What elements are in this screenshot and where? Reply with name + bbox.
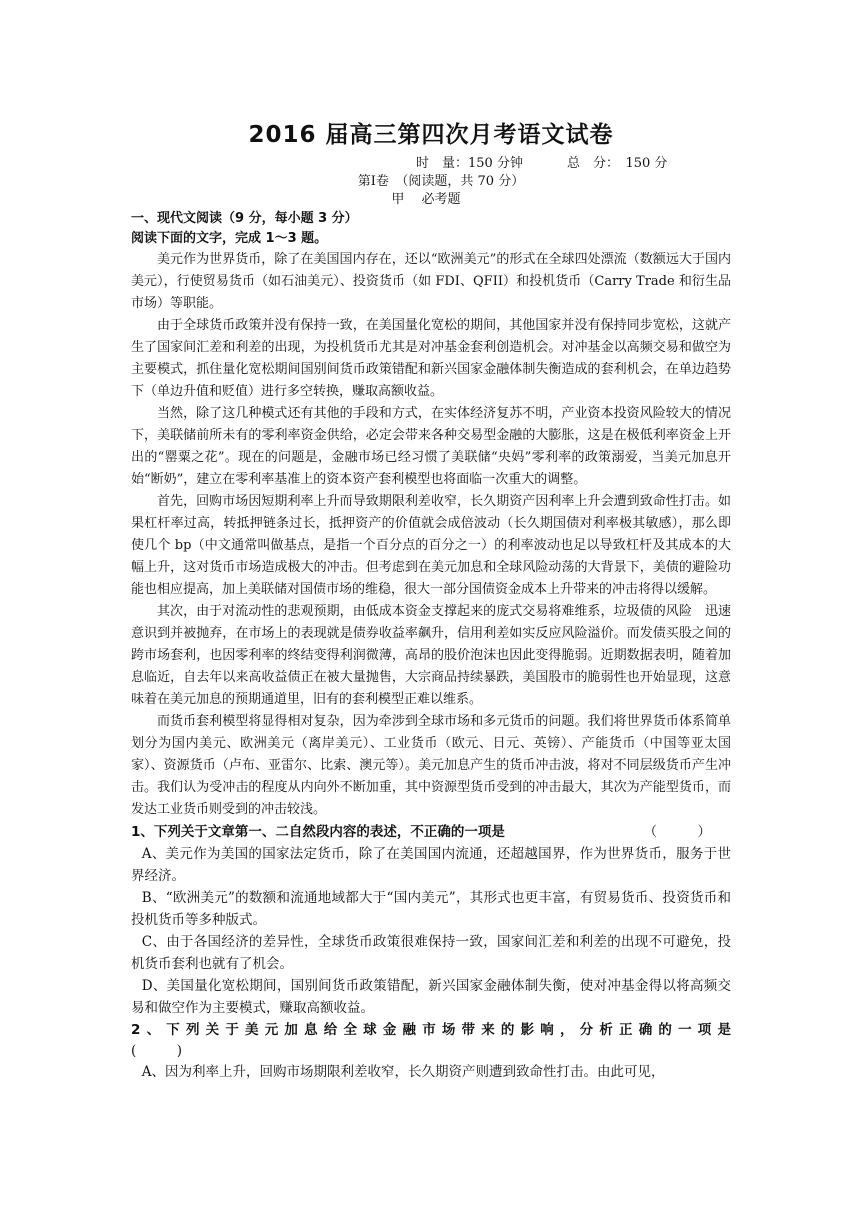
exam-page — [131, 116, 731, 1083]
question-1-option-a: A、美元作为美国的国家法定货币，除了在美国国内流通，还超越国界，作为世界货币，服务于世界经济。 — [131, 846, 731, 884]
section-a-heading: 甲 必考题 — [391, 192, 461, 207]
question-2-answer-blank: ( ) — [131, 1043, 183, 1059]
question-1-option-d: D、美国量化宽松期间，国别间货币政策错配，新兴国家金融体制失衡，使对冲基金得以将高频交易和做空作为主要模式，赚取高额收益。 — [131, 978, 731, 1016]
article-paragraph-4: 首先，回购市场因短期利率上升而导致期限利差收窄，长久期资产因利率上升会遭到致命性打击。如果杠杆率过高，转抵押链条过长，抵押资产的价值就会成倍波动（长久期国债对利率极其敏感），那么即使几个 bp（中文通常叫做基点，是指一个百分点的百分之一）的利率波动也足以导致杠杆及其成本的大幅上升，这对货币市场造成极大的冲击。但考虑到在美元加息和全球风险动荡的大背景下，美债的避险功能也相应提高，加上美联储对国债市场的维稳，很大一部分国债资金成本上升带来的冲击将得以缓解。 — [131, 494, 731, 597]
question-1-text: 1、下列关于文章第一、二自然段内容的表述，不正确的一项是 — [131, 824, 505, 840]
question-2-stem: 2、下列关于美元加息给全球金融市场带来的影响，分析正确的一项是 — [131, 1022, 731, 1038]
exam-meta-time — [131, 155, 731, 173]
section-1-heading: 一、现代文阅读（9 分，每小题 3 分） — [131, 211, 358, 226]
question-1-stem — [131, 821, 731, 843]
question-1-answer-blank: （ ） — [643, 824, 711, 840]
question-1-option-b: B、“欧洲美元”的数额和流通地域都大于“国内美元”，其形式也更丰富，有贸易货币、投资货币和投机货币等多种版式。 — [131, 890, 731, 928]
article-paragraph-5: 其次，由于对流动性的悲观预期，由低成本资金支撑起来的庞式交易将难维系，垃圾债的风险 迅速意识到并被抛弃，在市场上的表现就是债券收益率飙升，信用利差如实反应风险溢价。而发债买股之间的跨市场套利，也因零利率的终结变得利润微薄，高昂的股价泡沫也因此变得脆弱。近期数据表明，随着加息临近，自去年以来高收益债正在被大量抛售，大宗商品持续暴跌，美国股市的脆弱性也开始显现，这意味着在美元加息的预期通道里，旧有的套利模型正难以维系。 — [131, 604, 731, 707]
article-paragraph-1: 美元作为世界货币，除了在美国国内存在，还以“欧洲美元”的形式在全球四处漂流（数额远大于国内美元），行使贸易货币（如石油美元）、投资货币（如 FDI、QFII）和投机货币（Carry Trade 和衍生品市场）等职能。 — [131, 252, 731, 311]
exam-title: 2016 届高三第四次月考语文试卷 — [248, 122, 614, 148]
article-paragraph-2: 由于全球货币政策并没有保持一致，在美国量化宽松的期间，其他国家并没有保持同步宽松，这就产生了国家间汇差和利差的出现，为投机货币尤其是对冲基金套利创造机会。对冲基金以高频交易和做空为主要模式，抓住量化宽松期间国别间货币政策错配和新兴国家金融体制失衡造成的套利机会，在单边趋势下（单边升值和贬值）进行多空转换，赚取高额收益。 — [131, 318, 731, 399]
question-1-option-c: C、由于各国经济的差异性，全球货币政策很难保持一致，国家间汇差和利差的出现不可避免，投机货币套利也就有了机会。 — [131, 934, 731, 972]
article-paragraph-6: 而货币套利模型将显得相对复杂，因为牵涉到全球市场和多元货币的问题。我们将世界货币体系简单划分为国内美元、欧洲美元（离岸美元）、工业货币（欧元、日元、英镑）、产能货币（中国等亚太国家）、资源货币（卢布、亚雷尔、比索、澳元等）。美元加息产生的货币冲击波，将对不同层级货币产生冲击。我们认为受冲击的程度从内向外不断加重，其中资源型货币受到的冲击最大，其次为产能型货币，而发达工业货币则受到的冲击较浅。 — [131, 714, 731, 817]
article-paragraph-3: 当然，除了这几种模式还有其他的手段和方式，在实体经济复苏不明，产业资本投资风险较大的情况下，美联储前所未有的零利率资金供给，必定会带来各种交易型金融的大膨胀，这是在极低利率资金上开出的“罂粟之花”。现在的问题是，金融市场已经习惯了美联储“央妈”零利率的政策溺爱，当美元加息开始“断奶”，建立在零利率基准上的资本资产套利模型也将面临一次重大的调整。 — [131, 406, 731, 487]
question-2-option-a: A、因为利率上升，回购市场期限利差收窄，长久期资产则遭到致命性打击。由此可见， — [141, 1064, 665, 1080]
total-score: 总 分： 150 分 — [566, 156, 668, 171]
part-heading: 第Ⅰ卷 （阅读题，共 70 分） — [357, 174, 525, 189]
time-limit: 时 量：150 分钟 — [416, 156, 523, 171]
reading-instruction: 阅读下面的文字，完成 1～3 题。 — [131, 231, 328, 246]
